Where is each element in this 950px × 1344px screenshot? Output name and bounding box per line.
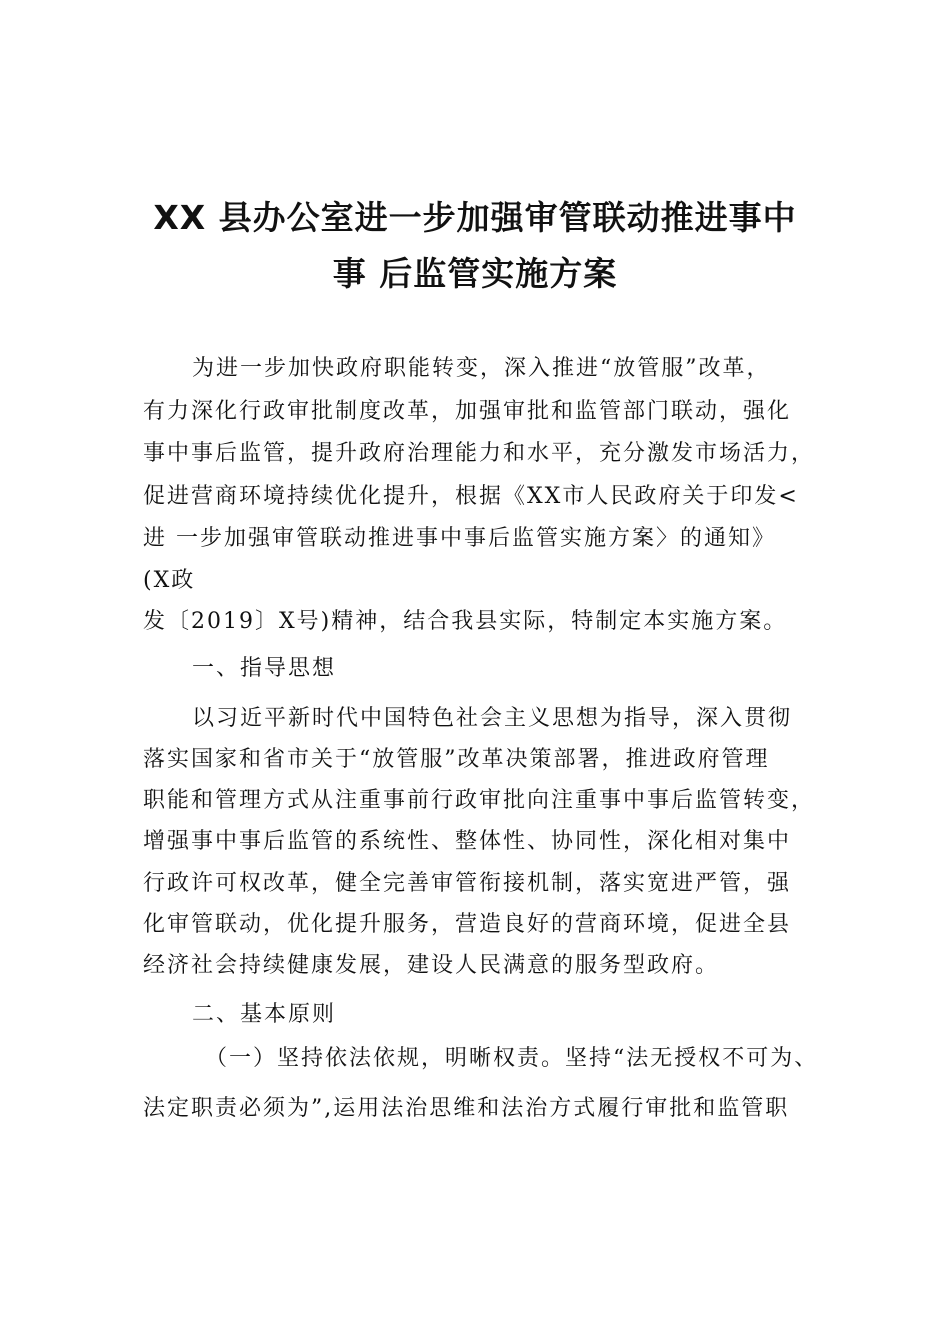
paragraph-line: （一）坚持依法依规，明晰权责。坚持“法无授权不可为、 <box>205 1046 819 1071</box>
paragraph-line: 行政许可权改革，健全完善审管衔接机制，落实宽进严管，强 <box>143 871 792 896</box>
paragraph-line: 进 一步加强审管联动推进事中事后监管实施方案〉的通知》 <box>143 526 776 551</box>
paragraph-line: (X政 <box>143 568 196 593</box>
section-heading-basic-principles: 二、基本原则 <box>192 1002 337 1027</box>
paragraph-line: 职能和管理方式从注重事前行政审批向注重事中事后监管转变， <box>143 788 816 813</box>
paragraph-line: 落实国家和省市关于“放管服”改革决策部署，推进政府管理 <box>143 747 770 772</box>
section-heading-guiding-ideology: 一、指导思想 <box>192 656 337 681</box>
paragraph-line: 有力深化行政审批制度改革，加强审批和监管部门联动，强化 <box>143 399 792 424</box>
paragraph-line: 促进营商环境持续优化提升，根据《XX市人民政府关于印发< <box>143 484 799 509</box>
paragraph-line: 化审管联动，优化提升服务，营造良好的营商环境，促进全县 <box>143 912 792 937</box>
paragraph-line: 以习近平新时代中国特色社会主义思想为指导，深入贯彻 <box>192 706 793 731</box>
document-title-line-1: XX 县办公室进一步加强审管联动推进事中 <box>153 198 797 237</box>
document-title-line-2: 事 后监管实施方案 <box>332 254 618 293</box>
paragraph-line: 为进一步加快政府职能转变，深入推进“放管服”改革， <box>192 356 771 381</box>
paragraph-line: 经济社会持续健康发展，建设人民满意的服务型政府。 <box>143 953 720 978</box>
paragraph-line: 事中事后监管，提升政府治理能力和水平，充分激发市场活力， <box>143 441 816 466</box>
paragraph-line: 发〔2019〕X号)精神，结合我县实际，特制定本实施方案。 <box>143 609 788 634</box>
paragraph-line: 法定职责必须为”,运用法治思维和法治方式履行审批和监管职 <box>143 1096 790 1121</box>
paragraph-line: 增强事中事后监管的系统性、整体性、协同性，深化相对集中 <box>143 829 792 854</box>
